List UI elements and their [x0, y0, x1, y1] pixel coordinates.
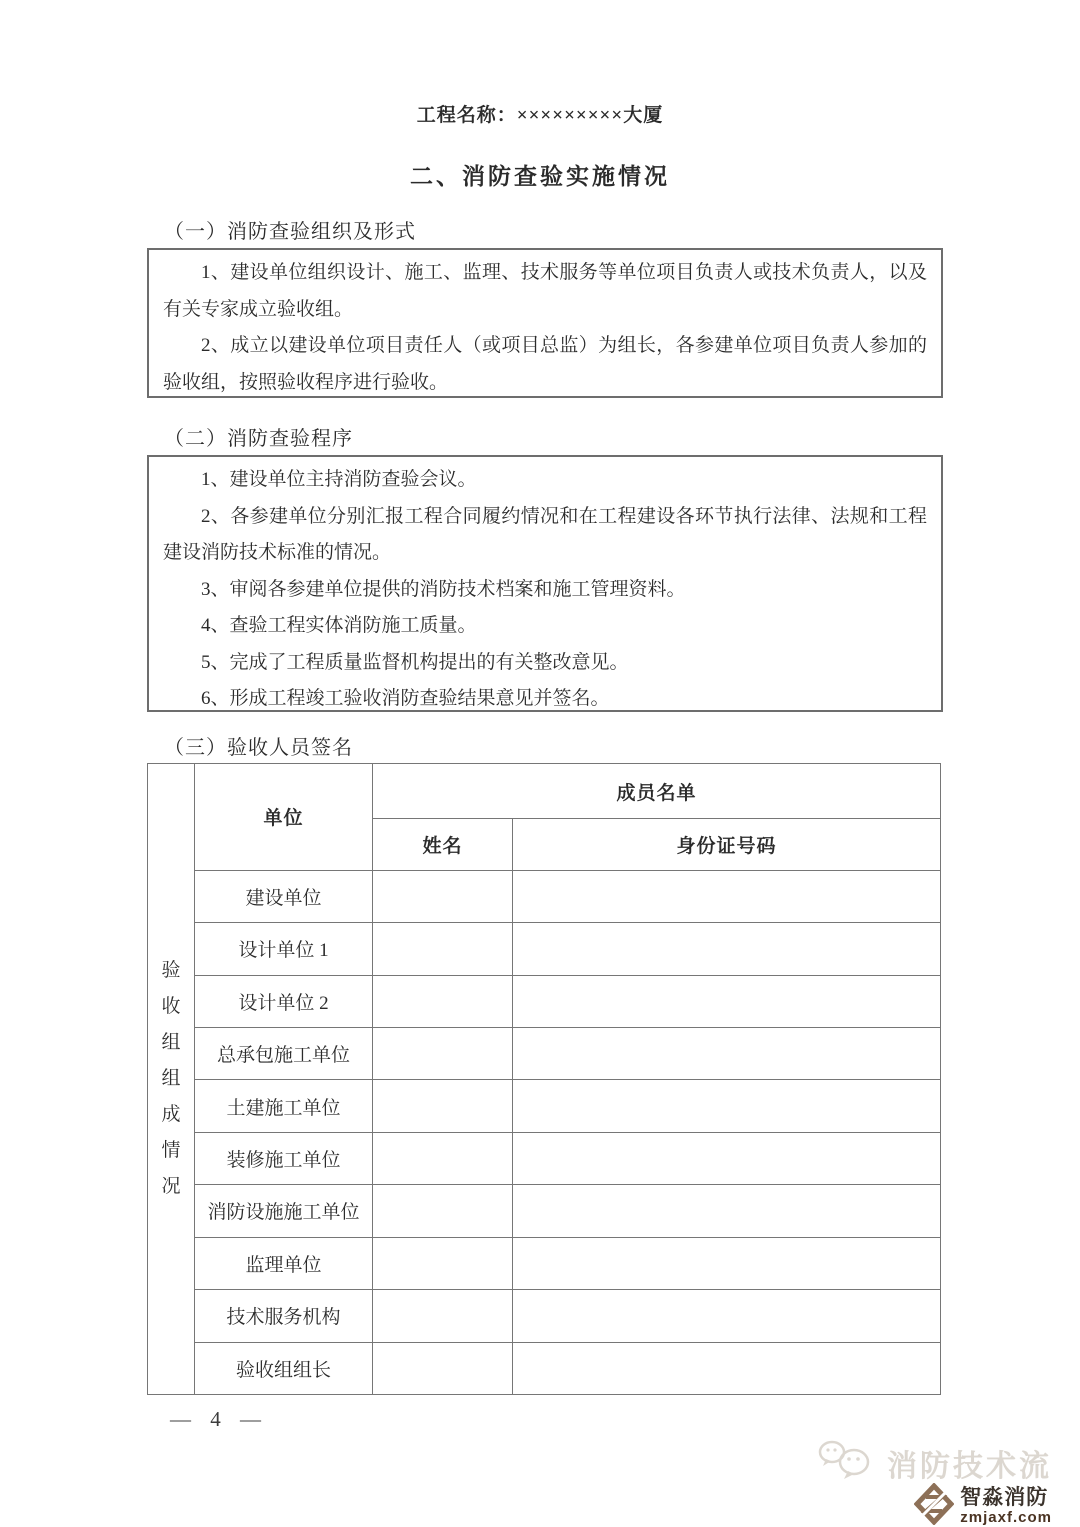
- table-row: [148, 1132, 941, 1184]
- name-cell: [373, 975, 513, 1027]
- table-row: [148, 1080, 941, 1132]
- section-2-heading: （二）消防查验程序: [164, 428, 353, 450]
- id-cell: [513, 1237, 941, 1289]
- unit-cell: 装修施工单位: [195, 1132, 373, 1184]
- unit-cell: 土建施工单位: [195, 1080, 373, 1132]
- unit-cell: 技术服务机构: [195, 1290, 373, 1342]
- brand-name: 智淼消防: [960, 1486, 1049, 1509]
- table-row: [148, 1185, 941, 1237]
- id-cell: [513, 870, 941, 922]
- wechat-icon: [817, 1438, 875, 1487]
- name-cell: [373, 1132, 513, 1184]
- section-2-item: 2、各参建单位分别汇报工程合同履约情况和在工程建设各环节执行法律、法规和工程建设消防技术标准的情况。: [163, 505, 927, 563]
- table-row: [148, 923, 941, 975]
- project-name: 工程名称：×××××××××大厦: [416, 105, 664, 126]
- table-row: [148, 975, 941, 1027]
- brand-site: zmjaxf.com: [960, 1509, 1052, 1526]
- id-cell: [513, 1342, 941, 1395]
- name-cell: [373, 1185, 513, 1237]
- table-row: [148, 870, 941, 922]
- table-row: [148, 1290, 941, 1342]
- watermark-channel-row: [817, 1438, 1052, 1487]
- table-row: [148, 1028, 941, 1080]
- section-1-paragraph: 2、成立以建设单位项目责任人（或项目总监）为组长，各参建单位项目负责人参加的验收组，按照验收程序进行验收。: [163, 335, 927, 393]
- table-row: [148, 1342, 941, 1395]
- id-cell: [513, 975, 941, 1027]
- watermark-channel-name: 消防技术流: [887, 1449, 1052, 1483]
- section-2-item: 4、查验工程实体消防施工质量。: [201, 615, 477, 636]
- id-cell: [513, 923, 941, 975]
- page-number: — 4 —: [170, 1407, 268, 1431]
- table-header-name: 姓名: [373, 819, 513, 870]
- watermark-brand-row: [817, 1483, 1052, 1527]
- table-header-unit: 单位: [195, 764, 373, 871]
- id-cell: [513, 1080, 941, 1132]
- id-cell: [513, 1132, 941, 1184]
- section-1-paragraph: 1、建设单位组织设计、施工、监理、技术服务等单位项目负责人或技术负责人，以及有关专家成立验收组。: [163, 262, 927, 320]
- unit-cell: 设计单位 2: [195, 975, 373, 1027]
- name-cell: [373, 1080, 513, 1132]
- section-2-item: 3、审阅各参建单位提供的消防技术档案和施工管理资料。: [201, 578, 686, 600]
- brand-logo-icon: [914, 1483, 954, 1527]
- section-1-box: [147, 248, 943, 398]
- unit-cell: 验收组组长: [195, 1342, 373, 1395]
- name-cell: [373, 1290, 513, 1342]
- section-2-item: 6、形成工程竣工验收消防查验结果意见并签名。: [201, 688, 610, 709]
- section-3-heading: （三）验收人员签名: [164, 737, 353, 759]
- vertical-group-label-cell: [148, 764, 195, 1395]
- id-cell: [513, 1028, 941, 1080]
- watermark: [817, 1438, 1052, 1527]
- name-cell: [373, 923, 513, 975]
- signature-table: [147, 763, 941, 1395]
- name-cell: [373, 1028, 513, 1080]
- unit-cell: 消防设施施工单位: [195, 1185, 373, 1237]
- unit-cell: 设计单位 1: [195, 923, 373, 975]
- unit-cell: 总承包施工单位: [195, 1028, 373, 1080]
- table-header-members: 成员名单: [373, 764, 941, 819]
- unit-cell: 监理单位: [195, 1237, 373, 1289]
- table-row: [148, 1237, 941, 1289]
- page-title: 二、消防查验实施情况: [410, 164, 670, 189]
- id-cell: [513, 1185, 941, 1237]
- section-2-box: [147, 455, 943, 712]
- vertical-group-label: 验收组组成情况: [161, 960, 181, 1197]
- id-cell: [513, 1290, 941, 1342]
- unit-cell: 建设单位: [195, 870, 373, 922]
- name-cell: [373, 870, 513, 922]
- section-2-item: 1、建设单位主持消防查验会议。: [201, 469, 477, 490]
- table-header-id: 身份证号码: [513, 819, 941, 870]
- section-1-heading: （一）消防查验组织及形式: [164, 221, 416, 243]
- name-cell: [373, 1342, 513, 1395]
- section-2-item: 5、完成了工程质量监督机构提出的有关整改意见。: [201, 651, 629, 673]
- name-cell: [373, 1237, 513, 1289]
